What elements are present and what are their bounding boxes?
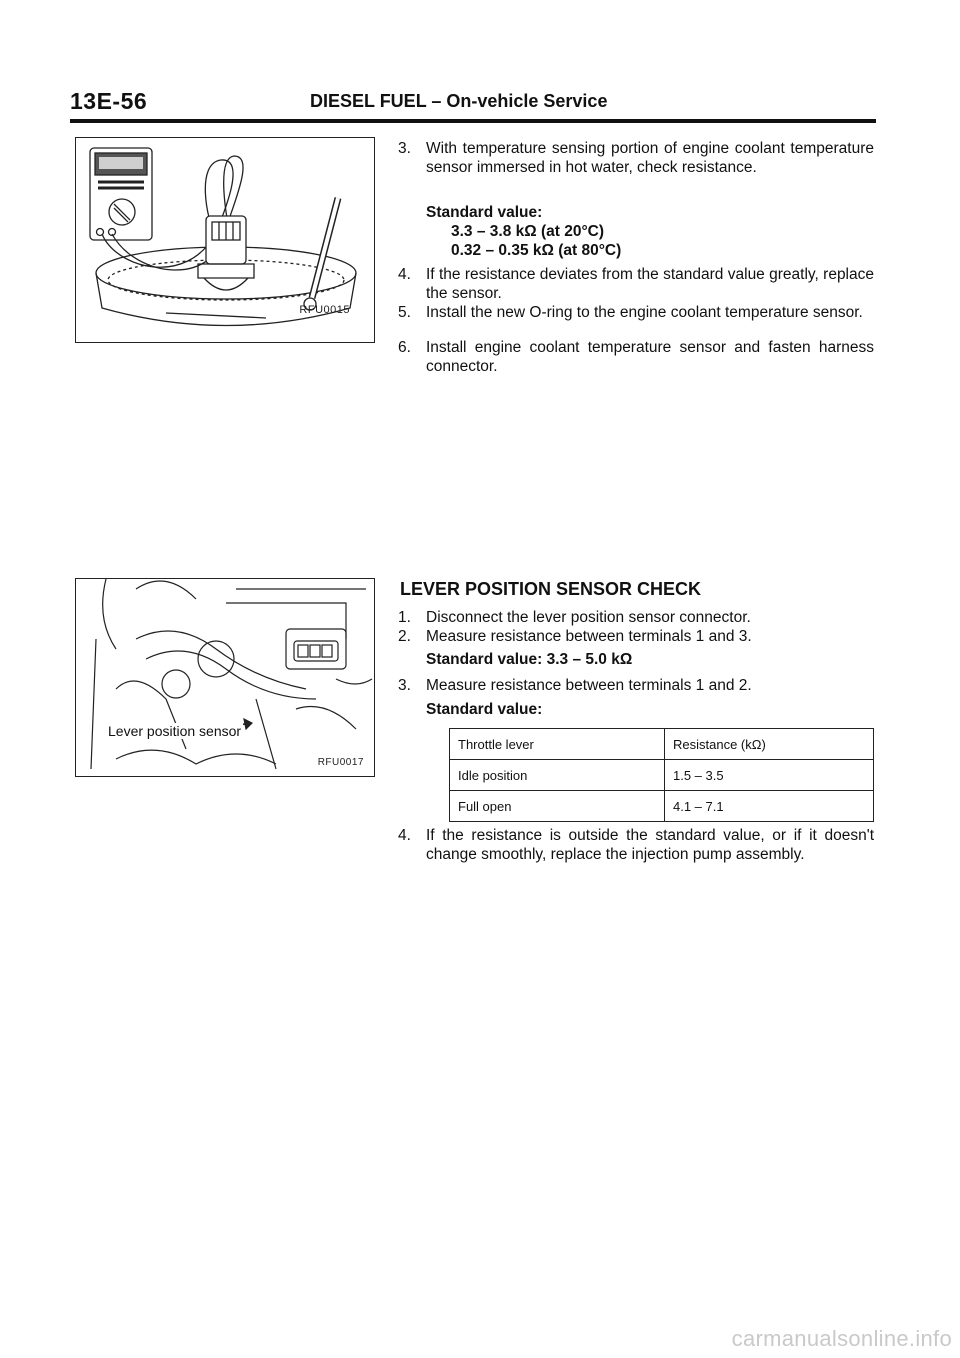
standard-value-20c: 3.3 – 3.8 kΩ (at 20°C)	[451, 223, 605, 240]
step-number: 4.	[398, 266, 411, 283]
step-number: 1.	[398, 609, 411, 626]
table-header-row	[450, 729, 874, 760]
step-text: With temperature sensing portion of engine coolant temperature sensor immersed in hot water, check resistance.	[426, 140, 874, 176]
page-header	[70, 88, 874, 122]
table-cell: Full open	[450, 791, 665, 822]
figure-lever-position-sensor	[75, 578, 375, 777]
figure-code: RFU0017	[317, 757, 364, 768]
coolant-step-5	[398, 303, 874, 343]
page-number: 13E-56	[70, 88, 148, 114]
header-rule	[70, 119, 876, 123]
step-number: 6.	[398, 339, 411, 356]
standard-value-80c: 0.32 – 0.35 kΩ (at 80°C)	[451, 242, 622, 259]
table-header: Resistance (kΩ)	[665, 729, 874, 760]
lever-standard-value: Standard value: 3.3 – 5.0 kΩ	[426, 651, 633, 668]
step-text: Disconnect the lever position sensor connector.	[426, 609, 751, 626]
standard-value-label: Standard value:	[426, 204, 543, 221]
lever-step-4	[398, 826, 874, 886]
step-number: 4.	[398, 827, 411, 844]
lever-step-2	[398, 627, 874, 647]
resistance-table	[449, 728, 874, 822]
table-cell: 4.1 – 7.1	[665, 791, 874, 822]
table-cell: 1.5 – 3.5	[665, 760, 874, 791]
step-text: Install the new O-ring to the engine coolant temperature sensor.	[426, 304, 863, 321]
step-number: 5.	[398, 304, 411, 321]
step-number: 3.	[398, 677, 411, 694]
step-text: Measure resistance between terminals 1 and 3.	[426, 628, 752, 645]
coolant-step-3	[398, 139, 874, 199]
figure-label: Lever position sensor	[108, 723, 242, 739]
lever-step-1	[398, 608, 874, 628]
table-row	[450, 791, 874, 822]
step-text: If the resistance is outside the standard value, or if it doesn't change smoothly, replace the injection pump assembly.	[426, 827, 874, 863]
figure-coolant-sensor-test	[75, 137, 375, 343]
step-number: 2.	[398, 628, 411, 645]
step-text: Install engine coolant temperature sensor and fasten harness connector.	[426, 339, 874, 375]
table-header: Throttle lever	[450, 729, 665, 760]
step-number: 3.	[398, 140, 411, 157]
section-title: DIESEL FUEL – On-vehicle Service	[310, 91, 608, 111]
table-cell: Idle position	[450, 760, 665, 791]
step-text: Measure resistance between terminals 1 and 2.	[426, 677, 752, 694]
table-row	[450, 760, 874, 791]
lever-check-heading: LEVER POSITION SENSOR CHECK	[400, 579, 702, 599]
engine-illustration	[76, 579, 374, 776]
step-text: If the resistance deviates from the standard value greatly, replace the sensor.	[426, 266, 874, 302]
watermark: carmanualsonline.info	[731, 1326, 952, 1351]
lever-standard-value-label: Standard value:	[426, 701, 543, 718]
figure-code: RFU0015	[299, 304, 350, 316]
coolant-step-6	[398, 338, 874, 378]
lever-step-3	[398, 676, 874, 696]
coolant-step-4	[398, 265, 874, 305]
